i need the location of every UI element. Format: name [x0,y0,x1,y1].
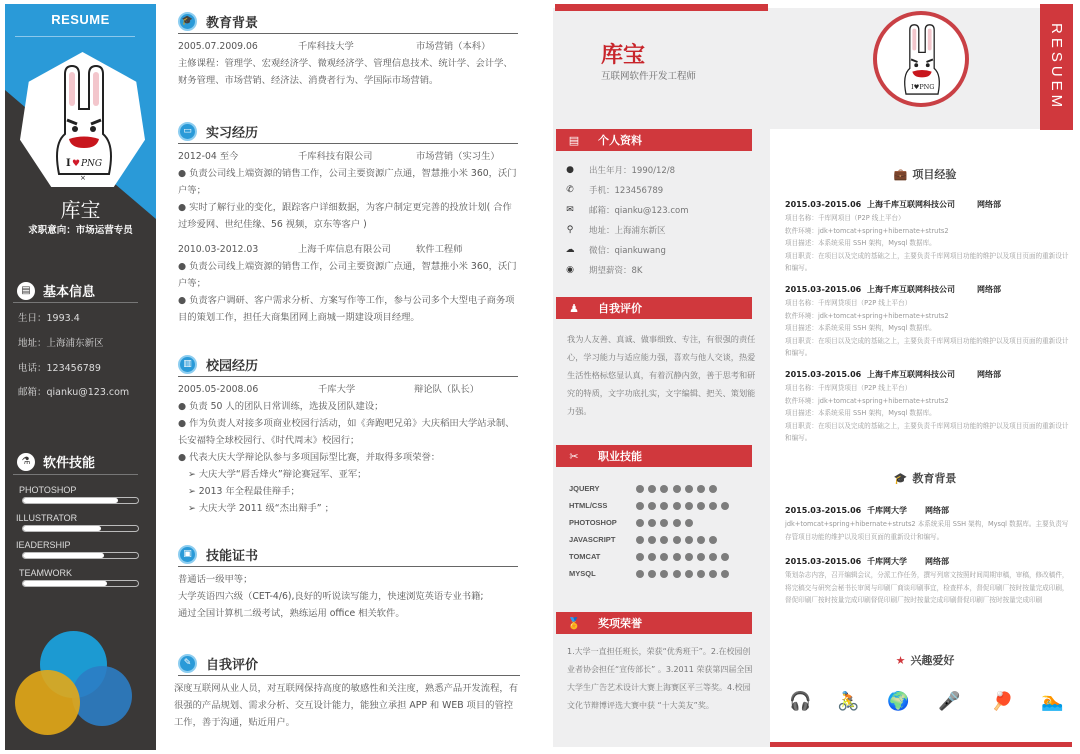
skill-dot [648,536,656,544]
skill-dot [648,485,656,493]
skill-row [569,552,734,561]
section-heading: ▣ 技能证书 [178,545,518,567]
skill-dot [685,570,693,578]
skill-label: TOMCAT [569,552,601,561]
skill-dot [636,502,644,510]
certificate-icon: ▣ [178,545,197,564]
info-address: ⚲ 地址：上海浦东新区 [566,225,666,236]
software-skills-heading: ⚗ 软件技能 [17,452,95,471]
campus-sub-bullet: ➢ 大庆大学 2011 级“杰出辩手” ； [188,503,334,514]
resume-title: RESUME [51,12,110,27]
bottom-accent-bar [770,742,1072,747]
info-phone: ✆ 手机：123456789 [566,185,664,196]
briefcase-icon: ▭ [178,122,197,141]
self-eval-text: 深度互联网从业人员，对互联网保持高度的敏感性和关注度，熟悉产品开发流程，有很强的产品规划、需求分析、交互设计能力，能独立承担 APP 和 WEB 项目的管控工作，善于沟通，贴近用户。 [174,683,518,728]
skill-row [569,484,721,493]
location-icon: ⚲ [566,225,574,235]
certificates-section [178,545,518,622]
self-eval-heading: ♟ 自我评价 [556,297,752,319]
skill-dot [697,485,705,493]
user-icon: ● [566,165,574,175]
skill-dot [697,553,705,561]
skill-dot [721,553,729,561]
skill-label: IEADERSHIP [16,540,71,550]
projects-heading: 💼 项目经验 [893,168,957,181]
self-eval-text: 我为人友善、真诚、做事细致、专注，有很强的责任心，学习能力与适应能力强，喜欢与他人交谈，热爱生活性格标悠显认真，有着沉静内敛，善于思考和研究的特质，文字功底扎实，文字编辑、把关、策划能力强。 [567,334,756,416]
bunny-avatar-icon [45,64,123,184]
divider [15,36,135,37]
svg-text:♥: ♥ [72,159,81,169]
section-heading: ✎ 自我评价 [178,654,520,676]
tools-icon: ✂ [569,449,579,463]
education-item: 2015.03-2015.06 千库网大学 网络部 策划杂志内容，召开编辑会议，分派工作任务，撰写列席文按照时间周期审稿，审稿，修改稿件，将完稿交与研究会秘书长审阅与印刷厂商谈印刷事宜，检查样本，督促印刷厂按时按量完成印刷，督促印刷厂按时按量完成印刷督促印刷厂按时按量完成印刷督促印刷厂按时按量完成印刷 [785,557,1069,604]
job-row: 2010.03-2012.03 上海千库信息有限公司 软件工程师 [178,244,463,255]
skill-dot [673,570,681,578]
skill-bar-teamwork [22,580,139,587]
campus-bullet: ● 代表大庆大学辩论队参与多项国际型比赛，并取得多项荣誉： [178,452,441,463]
skill-dot [660,485,668,493]
skill-dot [660,536,668,544]
self-eval-section [174,654,520,731]
top-accent-bar [555,4,768,11]
skill-dot [660,502,668,510]
svg-text:PNG: PNG [81,159,103,169]
mail-icon: ✉ [566,205,574,215]
skill-label: TEAMWORK [19,568,72,578]
skill-dot [709,502,717,510]
awards-heading: 🏅 奖项荣誉 [556,612,752,634]
info-email: ✉ 邮箱：qianku@123.com [566,205,689,216]
candidate-name: 库宝 [60,198,101,222]
skill-dot [673,502,681,510]
info-salary: ◉ 期望薪资：8K [566,265,643,276]
project-item: 2015.03-2015.06 上海千库互联网科技公司 网络部 项目名称：千库网贷项目（P2P 线上平台） 软件环境：jdk+tomcat+spring+hibernate+struts2 项目描述：本系统采用 SSH 架构，Mysql 数据库。 项目职责：在项目以及完成的基础之上，主要负责千库网项目功能的维护以及项目页面的重新设计和编写。 [785,370,1069,442]
skill-dot [685,502,693,510]
skill-dot [685,519,693,527]
id-card-icon: ▤ [17,282,35,300]
job-row: 2012-04 至今 千库科技有限公司 市场营销（实习生） [178,151,500,162]
skill-label: MYSQL [569,569,596,578]
skill-label: JQUERY [569,484,600,493]
divider [13,302,138,303]
ping-pong-icon: 🏓 [991,691,1014,712]
skill-dot [685,553,693,561]
skill-dot [685,485,693,493]
campus-bullet: ● 负责 50 人的团队日常训练，选拔及团队建设； [178,401,384,412]
skill-dot [697,536,705,544]
skill-dot [636,485,644,493]
job-bullet: ● 负责公司线上端资源的销售工作，公司主要资源广点通，智慧推小米 360，沃门户等； [178,261,517,289]
skill-dot [709,570,717,578]
skill-dot [648,553,656,561]
job-bullet: ● 负责客户调研、客户需求分析、方案写作等工作，参与公司多个大型电子商务项目的策划工作，担任大商集团网上商城一期建设项目经理。 [178,295,515,323]
skill-dot [697,570,705,578]
education-row: 2005.07.2009.06 千库科技大学 市场营销（本科） [178,41,491,52]
svg-text:I♥PNG: I♥PNG [911,82,935,91]
skill-dot [636,536,644,544]
skill-dot [697,502,705,510]
skill-row [569,535,721,544]
info-wechat: ☁ 微信：qiankuwang [565,245,666,256]
skill-dot [636,553,644,561]
vertical-resume-title: RESUEM [1040,4,1073,130]
star-icon: ★ [895,654,906,667]
basic-info-heading: ▤ 基本信息 [17,281,95,300]
bunny-avatar-icon [897,21,947,103]
edit-icon: ✎ [178,654,197,673]
skill-row [569,569,734,578]
cert-line: 普通话一级甲等； [178,574,253,585]
skills-heading: ✂ 职业技能 [556,445,752,467]
job-intent: 求职意向：市场运营专员 [28,225,133,236]
skill-dot [673,553,681,561]
skill-dot [660,519,668,527]
campus-sub-bullet: ➢ 2013 年全程最佳辩手； [188,486,300,497]
campus-bullet: ● 作为负责人对接多项商业校园行活动，如《奔跑吧兄弟》大庆稻田大学站录制、长安福特全球校园行、《时代周末》校园行； [178,418,515,446]
id-card-icon: ▤ [568,133,580,147]
microphone-icon: 🎤 [938,691,961,712]
education-heading: 🎓 教育背景 [893,472,957,485]
divider [13,474,138,475]
cert-line: 通过全国计算机二级考试，熟练运用 office 相关软件。 [178,608,405,619]
skill-label: PHOTOSHOP [19,485,77,495]
graduation-cap-icon: 🎓 [178,12,197,31]
decor-circle-yellow [15,670,80,735]
personal-info-heading: ▤ 个人资料 [556,129,752,151]
cert-line: 大学英语四六级（CET-4/6),良好的听说读写能力，快速浏览英语专业书籍; [178,591,484,602]
phone-icon: ✆ [566,185,574,195]
skill-bar-leadership [22,552,139,559]
skill-dot [673,536,681,544]
skill-label: HTML/CSS [569,501,608,510]
campus-section [178,355,518,517]
skill-dot [636,570,644,578]
flask-icon: ⚗ [17,453,35,471]
skill-dot [660,570,668,578]
briefcase-icon: 💼 [893,168,908,181]
avatar [873,11,969,107]
resume-blue [0,0,525,754]
svg-text:×: × [80,174,86,182]
skill-row [569,501,734,510]
skill-dot [709,553,717,561]
info-birthday: ● 出生年月：1990/12/8 [566,165,676,176]
project-item: 2015.03-2015.06 上海千库互联网科技公司 网络部 项目名称：千库网项目（P2P 线上平台） 软件环境：jdk+tomcat+spring+hibernate+struts2 项目描述：本系统采用 SSH 架构，Mysql 数据库。 项目职责：在项目以及完成的基础之上，主要负责千库网项目功能的维护以及项目页面的重新设计和编写。 [785,200,1069,272]
campus-row: 2005.05-2008.06 千库大学 辩论队（队长） [178,384,480,395]
graduation-cap-icon: 🎓 [893,472,908,485]
birthday: 生日：1993.4 [18,313,80,324]
candidate-role: 互联网软件开发工程师 [601,71,697,82]
section-heading: ▭ 实习经历 [178,122,518,144]
skill-row [569,518,697,527]
internship-section [178,122,518,326]
awards-text: 1.大学一直担任班长，荣获“优秀班干”。2.在校园创业者协会担任“宣传部长” 。3.2011 荣获第四届全国大学生广告艺术设计大赛上海赛区平三等奖。4.校园文化节辩博评选大赛中获 “十大美友”奖。 [567,647,753,710]
candidate-name: 库宝 [601,43,646,68]
salary-icon: ◉ [566,265,574,275]
skill-dot [648,570,656,578]
skill-dot [685,536,693,544]
skill-label: ILLUSTRATOR [16,513,78,523]
hobbies-heading: ★ 兴趣爱好 [895,654,955,667]
resume1-sidebar [5,4,156,750]
education-item: 2015.03-2015.06 千库网大学 网络部 jdk+tomcat+spring+hibernate+struts2 本系统采用 SSH 架构，Mysql 数据库。主要负责写存管项目功能的维护以及项目页面的重新设计和编写。 [785,506,1069,541]
education-section [178,12,518,89]
user-icon: ♟ [569,301,579,315]
svg-text:I: I [66,158,71,169]
address: 地址：上海浦东新区 [18,338,104,349]
skill-label: PHOTOSHOP [569,518,617,527]
skill-bar-illustrator [22,525,139,532]
skill-dot [721,502,729,510]
building-icon: ▥ [178,355,197,374]
wechat-icon: ☁ [565,245,575,255]
skill-dot [636,519,644,527]
skill-bar-photoshop [22,497,139,504]
globe-icon: 🌍 [887,691,910,712]
skill-dot [673,519,681,527]
skill-dot [709,485,717,493]
resume-red [553,0,1080,754]
courses: 主修课程：管理学、宏观经济学、微观经济学、管理信息技术、统计学、会计学、财务管理、市场营销、经济法、消费者行为、学国际市场营销。 [178,58,513,86]
job-bullet: ● 实时了解行业的变化，跟踪客户详细数据，为客户制定更完善的投放计划( 合作过珍爱网、世纪佳缘、56 视频，京东等客户 ) [178,202,512,230]
skill-dot [648,519,656,527]
phone: 电话：123456789 [18,363,101,374]
skill-dot [709,536,717,544]
section-heading: 🎓 教育背景 [178,12,518,34]
section-heading: ▥ 校园经历 [178,355,518,377]
decor-circle-darkblue [72,666,132,726]
skill-dot [648,502,656,510]
skill-label: JAVASCRIPT [569,535,616,544]
job-bullet: ● 负责公司线上端资源的销售工作，公司主要资源广点通，智慧推小米 360，沃门户等； [178,168,517,196]
project-item: 2015.03-2015.06 上海千库互联网科技公司 网络部 项目名称：千库网贷项目（P2P 线上平台） 软件环境：jdk+tomcat+spring+hibernate+struts2 项目描述：本系统采用 SSH 架构，Mysql 数据库。 项目职责：在项目以及完成的基础之上，主要负责千库网项目功能的维护以及项目页面的重新设计和编写。 [785,285,1069,357]
skill-dot [721,570,729,578]
swimming-icon: 🏊 [1041,691,1064,712]
medal-icon: 🏅 [567,616,581,630]
headphones-icon: 🎧 [789,691,812,712]
skill-dot [660,553,668,561]
cycling-icon: 🚴 [837,691,860,712]
campus-sub-bullet: ➢ 大庆大学“唇舌烽火”辩论赛冠军、亚军； [188,469,367,480]
skill-dot [673,485,681,493]
email: 邮箱：qianku@123.com [18,387,130,398]
